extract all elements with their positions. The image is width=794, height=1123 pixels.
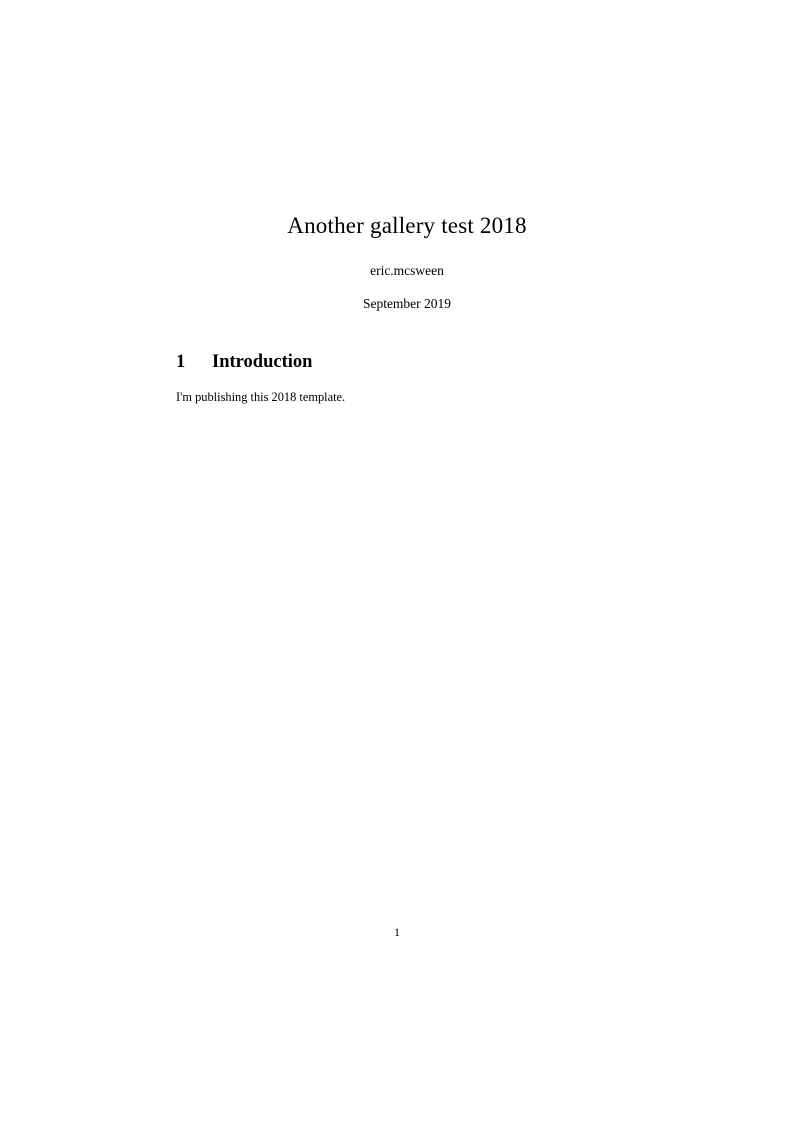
section-paragraph: I'm publishing this 2018 template. (176, 390, 346, 405)
section-number: 1 (176, 351, 186, 372)
section-heading-introduction (176, 312, 638, 373)
document-content (176, 0, 638, 406)
page-number: 1 (394, 925, 400, 939)
section-title: Introduction (212, 351, 313, 372)
document-date: September 2019 (362, 295, 452, 311)
document-title: Another gallery test 2018 (287, 213, 527, 238)
document-author: eric.mcsween (370, 262, 444, 278)
